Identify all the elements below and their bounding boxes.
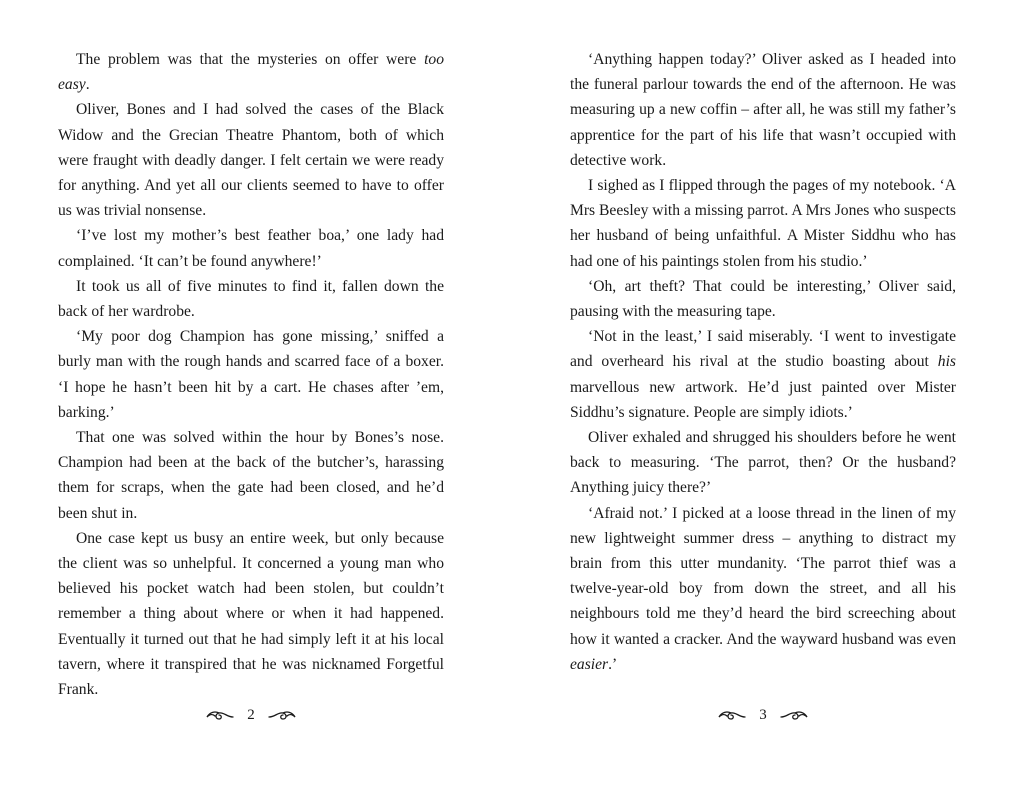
left-flourish-icon (717, 708, 747, 724)
paragraph: Oliver, Bones and I had solved the cases of the Black Widow and the Grecian Theatre Phantom, both of which were fraught with deadly danger. I felt certain we were ready for anything. And yet all our clients seemed to have to offer us was trivial nonsense. (58, 101, 444, 220)
right-flourish-icon (267, 708, 297, 724)
left-page (58, 47, 444, 702)
paragraph: I sighed as I flipped through the pages of my notebook. ‘A Mrs Beesley with a missing parrot. A Mrs Jones who suspects her husband of being unfaithful. A Mister Siddhu who has had one of his paintings stolen from his studio.’ (570, 177, 956, 270)
paragraph: ‘Not in the least,’ I said miserably. ‘I went to investigate and overheard his rival at the studio boasting about his marvellous new artwork. He’d just painted over Mister Siddhu’s signature. People are simply idiots.’ (570, 328, 956, 421)
paragraph: It took us all of five minutes to find it, fallen down the back of her wardrobe. (58, 277, 444, 321)
paragraph: Oliver exhaled and shrugged his shoulders before he went back to measuring. ‘The parrot, then? Or the husband? Anything juicy there?’ (570, 429, 956, 497)
paragraph: One case kept us busy an entire week, but only because the client was so unhelpful. It concerned a young man who believed his pocket watch had been stolen, but couldn’t remember a thing about where or when it had happened. Eventually it turned out that he had simply left it at his local tavern, where it transpired that he was nicknamed Forgetful Frank. (58, 529, 444, 699)
right-page-text (570, 47, 956, 677)
paragraph: ‘Oh, art theft? That could be interesting,’ Oliver said, pausing with the measuring tape. (570, 277, 956, 321)
right-page-footer (570, 707, 956, 724)
left-page-footer (58, 707, 444, 724)
paragraph: The problem was that the mysteries on offer were too easy. (58, 51, 444, 94)
paragraph: ‘Afraid not.’ I picked at a loose thread in the linen of my new lightweight summer dress – anything to distract my brain from this utter mundanity. ‘The parrot thief was a twelve-year-old boy from down the street, and all his neighbours told me they’d heard the bird screeching about how it wanted a cracker. And the wayward husband was even easier.’ (570, 504, 956, 673)
left-page-text (58, 47, 444, 702)
paragraph: That one was solved within the hour by Bones’s nose. Champion had been at the back of the butcher’s, harassing them for scraps, when the gate had been closed, and he’d been shut in. (58, 429, 444, 522)
paragraph: ‘My poor dog Champion has gone missing,’ sniffed a burly man with the rough hands and scarred face of a boxer. ‘I hope he hasn’t been hit by a cart. He chases after ’em, barking.’ (58, 328, 444, 421)
left-flourish-icon (205, 708, 235, 724)
right-flourish-icon (779, 708, 809, 724)
right-page (570, 47, 956, 677)
page-number: 2 (247, 707, 255, 723)
paragraph: ‘Anything happen today?’ Oliver asked as I headed into the funeral parlour towards the end of the afternoon. He was measuring up a new coffin – after all, he was still my father’s apprentice for the part of his life that wasn’t occupied with detective work. (570, 51, 956, 169)
paragraph: ‘I’ve lost my mother’s best feather boa,’ one lady had complained. ‘It can’t be found anywhere!’ (58, 227, 444, 270)
page-number: 3 (759, 707, 767, 723)
